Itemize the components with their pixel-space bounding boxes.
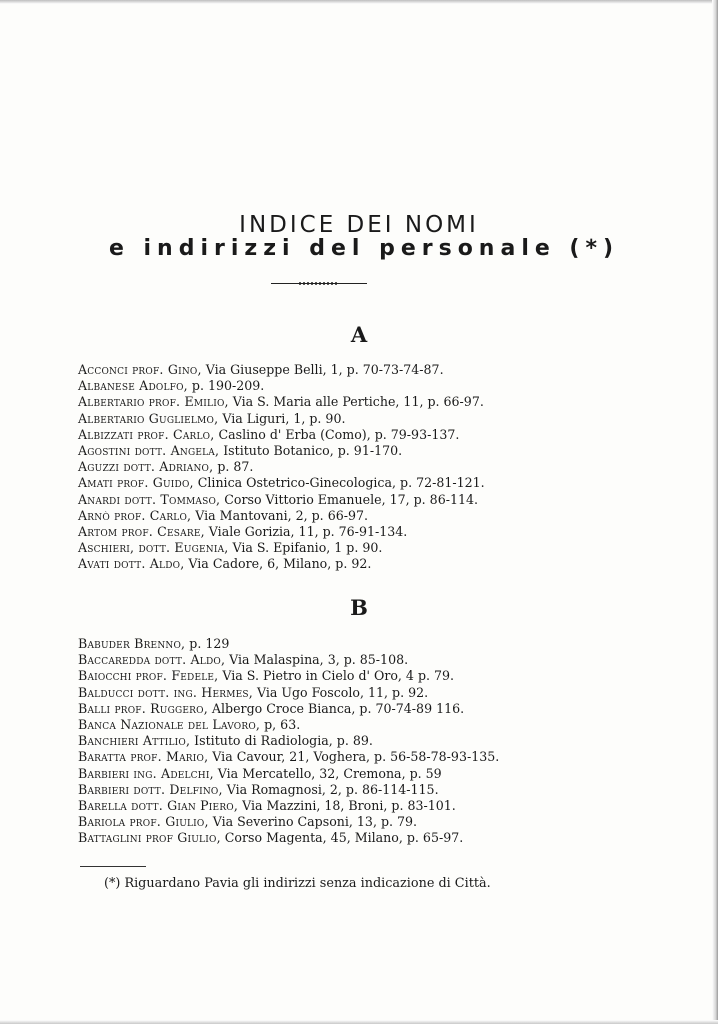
index-entry <box>78 830 678 846</box>
section-a-entries <box>78 362 678 573</box>
index-entry <box>78 475 678 491</box>
entry-details: Via Romagnosi, 2, p. 86-114-115. <box>222 781 439 797</box>
entry-name: Artom prof. Cesare, <box>78 524 205 540</box>
entry-name: Agostini dott. Angela, <box>78 443 220 459</box>
entry-details: Via Severino Capsoni, 13, p. 79. <box>208 814 418 830</box>
entry-details: p. 129 <box>185 636 230 651</box>
entry-name: Barella dott. Gian Piero, <box>78 798 239 814</box>
section-b-entries <box>78 636 678 847</box>
entry-name: Albertario Guglielmo, <box>78 410 219 426</box>
entry-details: Corso Magenta, 45, Milano, p. 65-97. <box>220 830 464 846</box>
entry-details: Viale Gorizia, 11, p. 76-91-134. <box>204 524 408 540</box>
entry-name: Barbieri ing. Adelchi, <box>78 765 214 781</box>
section-letter-a: A <box>350 322 368 347</box>
index-entry <box>78 733 678 749</box>
entry-details: Istituto Botanico, p. 91-170. <box>219 443 403 459</box>
index-entry <box>78 508 678 524</box>
entry-name: Battaglini prof Giulio, <box>78 830 221 846</box>
page-title: INDICE DEI NOMI <box>239 212 479 239</box>
entry-name: Albanese Adolfo, <box>78 378 188 394</box>
index-entry <box>78 524 678 540</box>
entry-details: Clinica Ostetrico-Ginecologica, p. 72-81-121. <box>193 475 485 491</box>
entry-name: Balli prof. Ruggero, <box>78 700 208 716</box>
entry-name: Barbieri dott. Delfino, <box>78 781 223 797</box>
entry-name: Baiocchi prof. Fedele, <box>78 668 219 684</box>
index-entry <box>78 459 678 475</box>
entry-details: Corso Vittorio Emanuele, 17, p. 86-114. <box>220 491 479 507</box>
entry-name: Baccaredda dott. Aldo, <box>78 652 226 668</box>
entry-details: Via Liguri, 1, p. 90. <box>218 410 346 426</box>
entry-details: Via Malaspina, 3, p. 85-108. <box>225 652 409 668</box>
footnote-rule <box>80 866 146 867</box>
index-entry <box>78 798 678 814</box>
entry-details: Via S. Epifanio, 1 p. 90. <box>228 540 383 556</box>
entry-details: Istituto di Radiologia, p. 89. <box>190 733 373 749</box>
entry-details: Albergo Croce Bianca, p. 70-74-89 116. <box>207 700 465 716</box>
page-subtitle: e indirizzi del personale (*) <box>108 236 620 261</box>
entry-details: Via Cadore, 6, Milano, p. 92. <box>184 556 372 572</box>
entry-name: Avati dott. Aldo, <box>78 556 185 572</box>
page-right-edge <box>712 0 718 1024</box>
entry-name: Banchieri Attilio, <box>78 733 191 749</box>
entry-details: p. 190-209. <box>187 378 265 394</box>
index-entry <box>78 411 678 427</box>
page-bottom-edge <box>0 1020 718 1024</box>
index-entry <box>78 362 678 378</box>
entry-details: Via Mercatello, 32, Cremona, p. 59 <box>213 765 442 781</box>
entry-details: Via Ugo Foscolo, 11, p. 92. <box>252 684 429 700</box>
entry-name: Amati prof. Guido, <box>78 475 194 491</box>
index-entry <box>78 814 678 830</box>
entry-name: Aschieri, dott. Eugenia, <box>78 540 229 556</box>
entry-details: Caslino d' Erba (Como), p. 79-93-137. <box>214 426 460 442</box>
page-top-edge <box>0 0 718 4</box>
index-entry <box>78 749 678 765</box>
index-entry <box>78 378 678 394</box>
index-entry <box>78 636 678 652</box>
entry-name: Albizzati prof. Carlo, <box>78 426 215 442</box>
entry-name: Baratta prof. Mario, <box>78 749 209 765</box>
title-ornament <box>271 281 367 284</box>
index-entry <box>78 427 678 443</box>
index-entry <box>78 556 678 572</box>
index-entry <box>78 668 678 684</box>
index-entry <box>78 652 678 668</box>
index-entry <box>78 701 678 717</box>
entry-name: Bariola prof. Giulio, <box>78 814 209 830</box>
entry-details: Via S. Maria alle Pertiche, 11, p. 66-97. <box>228 394 484 410</box>
index-entry <box>78 394 678 410</box>
entry-name: Balducci dott. ing. Hermes, <box>78 684 253 700</box>
entry-name: Albertario prof. Emilio, <box>78 394 229 410</box>
entry-details: Via S. Pietro in Cielo d' Oro, 4 p. 79. <box>218 668 455 684</box>
entry-details: p, 63. <box>260 717 301 733</box>
index-entry <box>78 717 678 733</box>
index-entry <box>78 685 678 701</box>
entry-details: Via Mazzini, 18, Broni, p. 83-101. <box>238 798 456 814</box>
entry-name: Arnò prof. Carlo, <box>78 507 192 523</box>
entry-details: Via Cavour, 21, Voghera, p. 56-58-78-93-135. <box>208 749 500 765</box>
index-entry <box>78 782 678 798</box>
entry-name: Babuder Brenno, <box>78 636 186 651</box>
entry-details: p. 87. <box>213 459 254 475</box>
section-letter-b: B <box>350 595 368 620</box>
footnote: (*) Riguardano Pavia gli indirizzi senza indicazione di Città. <box>104 876 491 891</box>
entry-name: Aguzzi dott. Adriano, <box>78 459 214 475</box>
index-entry <box>78 766 678 782</box>
entry-name: Anardi dott. Tommaso, <box>78 491 221 507</box>
index-entry <box>78 443 678 459</box>
index-entry <box>78 540 678 556</box>
entry-details: Via Giuseppe Belli, 1, p. 70-73-74-87. <box>201 362 444 377</box>
index-entry <box>78 492 678 508</box>
entry-details: Via Mantovani, 2, p. 66-97. <box>191 507 369 523</box>
entry-name: Banca Nazionale del Lavoro, <box>78 717 261 733</box>
entry-name: Acconci prof. Gino, <box>78 362 202 377</box>
